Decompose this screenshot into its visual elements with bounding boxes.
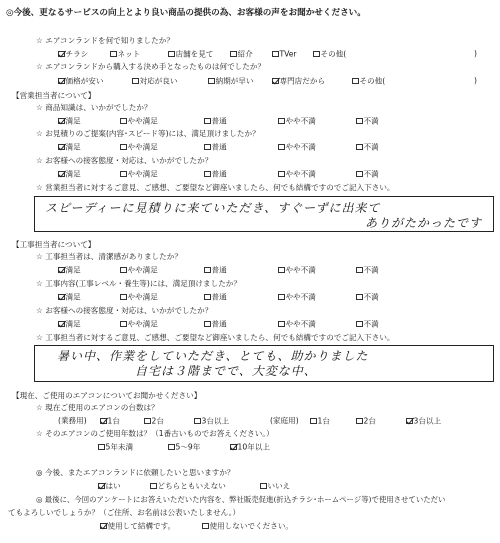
checkbox-icon[interactable]	[150, 483, 157, 490]
rating-option[interactable]: 満足	[58, 170, 81, 178]
q-decision-label: ☆ エアコンランドから購入する決め手となったものは何でしたか？	[36, 62, 266, 71]
option-future-neutral[interactable]: どちらともいえない	[150, 482, 226, 490]
checkbox-icon[interactable]	[313, 51, 320, 58]
checkbox-icon[interactable]	[58, 321, 65, 328]
option-consent-yes[interactable]: 使用して結構です。	[100, 522, 175, 530]
checkbox-icon[interactable]	[356, 144, 363, 151]
works-q3-label: ☆ お客様への接客態度・対応は、いかがでしたか？	[36, 306, 213, 315]
checkbox-icon[interactable]	[272, 51, 279, 58]
checkbox-icon[interactable]	[120, 171, 127, 178]
checkbox-icon[interactable]	[278, 118, 285, 125]
rating-option[interactable]: やや満足	[120, 320, 158, 328]
rating-option[interactable]: やや不満	[278, 266, 316, 274]
rating-option[interactable]: 普通	[204, 117, 227, 125]
checkbox-icon[interactable]	[310, 418, 317, 425]
option-decision-close: )	[474, 76, 477, 85]
sales-comment-box[interactable]	[34, 196, 494, 232]
option-home-3[interactable]: 3台以上	[406, 417, 441, 425]
checkbox-icon[interactable]	[168, 51, 175, 58]
sales-q2-label: ☆ お見積りのご提案(内容･スピード等)には、満足頂けましたか？	[36, 129, 260, 138]
checkbox-icon[interactable]	[278, 267, 285, 274]
option-home-1[interactable]: 1台	[310, 417, 330, 425]
checkbox-icon[interactable]	[352, 78, 359, 85]
aircon-section-title: 【現在、ご使用のエアコンについてお聞かせください】	[12, 391, 202, 400]
rating-option[interactable]: やや不満	[278, 170, 316, 178]
rating-option[interactable]: 満足	[58, 266, 81, 274]
home-label: (家庭用)	[270, 416, 299, 425]
checkbox-icon[interactable]	[204, 321, 211, 328]
option-store[interactable]: 店舗を見て	[168, 50, 213, 58]
checkbox-icon[interactable]	[278, 171, 285, 178]
checkbox-icon[interactable]	[100, 418, 107, 425]
checkbox-icon[interactable]	[230, 51, 237, 58]
rating-option[interactable]: 満足	[58, 117, 81, 125]
option-business-2[interactable]: 2台	[144, 417, 164, 425]
rating-option[interactable]: 不満	[356, 170, 379, 178]
rating-option[interactable]: 普通	[204, 143, 227, 151]
checkbox-icon[interactable]	[58, 78, 65, 85]
rating-option[interactable]: やや満足	[120, 266, 158, 274]
checkbox-icon[interactable]	[58, 118, 65, 125]
rating-option[interactable]: 普通	[204, 320, 227, 328]
option-tver[interactable]: TVer	[272, 50, 297, 58]
checkbox-icon[interactable]	[204, 267, 211, 274]
option-other[interactable]: その他(	[313, 50, 346, 58]
checkbox-icon[interactable]	[144, 418, 151, 425]
rating-option[interactable]: 満足	[58, 143, 81, 151]
checkbox-icon[interactable]	[110, 51, 117, 58]
checkbox-icon[interactable]	[356, 267, 363, 274]
sales-comment-line2: ありがたかったです	[365, 216, 483, 230]
works-comment-line1: 暑い中、作業をしていただき、とても、助かりました	[57, 349, 369, 363]
rating-option[interactable]: やや不満	[278, 293, 316, 301]
checkbox-icon[interactable]	[58, 171, 65, 178]
checkbox-icon[interactable]	[100, 523, 107, 530]
option-decision-other[interactable]: その他(	[352, 77, 385, 85]
works-q1-label: ☆ 工事担当者は、清潔感がありましたか？	[36, 252, 182, 261]
sales-section-title: 【営業担当者について】	[12, 91, 96, 100]
checkbox-icon[interactable]	[356, 294, 363, 301]
option-price[interactable]: 価格が安い	[58, 77, 103, 85]
option-home-2[interactable]: 2台	[356, 417, 376, 425]
checkbox-icon[interactable]	[356, 418, 363, 425]
checkbox-icon[interactable]	[356, 118, 363, 125]
checkbox-icon[interactable]	[230, 444, 237, 451]
option-future-yes[interactable]: はい	[98, 482, 121, 490]
checkbox-icon[interactable]	[204, 171, 211, 178]
option-internet[interactable]: ネット	[110, 50, 140, 58]
checkbox-icon[interactable]	[202, 523, 209, 530]
checkbox-icon[interactable]	[98, 483, 105, 490]
rating-option[interactable]: やや満足	[120, 117, 158, 125]
rating-option[interactable]: 不満	[356, 293, 379, 301]
checkbox-icon[interactable]	[356, 321, 363, 328]
checkbox-icon[interactable]	[58, 51, 65, 58]
option-delivery[interactable]: 納期が早い	[208, 77, 253, 85]
checkbox-icon[interactable]	[58, 294, 65, 301]
option-service[interactable]: 対応が良い	[132, 77, 177, 85]
future-label: ◎ 今後、またエアコンランドに依頼したいと思いますか？	[36, 468, 235, 477]
aircon-count-label: ☆ 現在ご使用のエアコンの台数は？	[36, 403, 159, 412]
consent-line1: ◎ 最後に、今回のアンケートにお答えいただいた内容を、弊社販売促進(折込チラシ･ホームページ等)で使用させていただい	[36, 495, 446, 504]
business-label: (業務用)	[58, 416, 87, 425]
option-years-lt5[interactable]: 5年未満	[98, 443, 133, 451]
checkbox-icon[interactable]	[204, 144, 211, 151]
checkbox-icon[interactable]	[356, 171, 363, 178]
consent-line2: てもよろしいでしょうか？（ご住所、お名前は公表いたしません。）	[8, 508, 241, 517]
option-future-no[interactable]: いいえ	[260, 482, 290, 490]
checkbox-icon[interactable]	[406, 418, 413, 425]
option-other-close: )	[474, 49, 477, 58]
works-comment-line2: 自宅は３階までで、大変な中、	[135, 364, 317, 378]
checkbox-icon[interactable]	[204, 118, 211, 125]
checkbox-icon[interactable]	[278, 321, 285, 328]
sales-comment-line1: スピーディーに見積りに来ていただき、すぐーずに出来て	[45, 201, 381, 215]
sales-comment-label: ☆ 営業担当者に対するご意見、ご感想、ご要望など御座いましたら、何でも結構ですのでご記入下さい。	[36, 183, 395, 192]
checkbox-icon[interactable]	[194, 418, 201, 425]
option-years-5to9[interactable]: 5～9年	[168, 443, 200, 451]
works-q2-label: ☆ 工事内容(工事レベル・養生等)には、満足頂けましたか？	[36, 279, 241, 288]
option-consent-no[interactable]: 使用しないでください。	[202, 522, 293, 530]
rating-option[interactable]: 普通	[204, 293, 227, 301]
option-leaflet[interactable]: チラシ	[58, 50, 88, 58]
rating-option[interactable]: 満足	[58, 320, 81, 328]
option-business-3[interactable]: 3台以上	[194, 417, 229, 425]
rating-option[interactable]: やや満足	[120, 143, 158, 151]
works-comment-label: ☆ 工事担当者に対するご意見、ご感想、ご要望など御座いましたら、何でも結構ですのでご記入下さい。	[36, 333, 395, 342]
option-referral[interactable]: 紹介	[230, 50, 253, 58]
sales-q1-label: ☆ 商品知識は、いかがでしたか？	[36, 103, 152, 112]
checkbox-icon[interactable]	[204, 294, 211, 301]
checkbox-icon[interactable]	[278, 294, 285, 301]
checkbox-icon[interactable]	[58, 144, 65, 151]
q-source-label: ☆ エアコンランドを何で知りましたか？	[36, 36, 174, 45]
checkbox-icon[interactable]	[98, 444, 105, 451]
rating-option[interactable]: 普通	[204, 266, 227, 274]
works-comment-box[interactable]	[34, 345, 494, 382]
form-header: ◎今後、更なるサービスの向上とより良い商品の提供の為、お客様の声をお聞かせください。	[6, 8, 366, 18]
checkbox-icon[interactable]	[168, 444, 175, 451]
option-specialist[interactable]: 専門店だから	[272, 77, 325, 85]
works-section-title: 【工事担当者について】	[12, 240, 96, 249]
checkbox-icon[interactable]	[58, 267, 65, 274]
rating-option[interactable]: 満足	[58, 293, 81, 301]
aircon-years-label: ☆ そのエアコンのご使用年数は？（1番古いものでお答えください。）	[36, 429, 274, 438]
rating-option[interactable]: やや不満	[278, 143, 316, 151]
checkbox-icon[interactable]	[120, 144, 127, 151]
rating-option[interactable]: やや満足	[120, 293, 158, 301]
option-years-10plus[interactable]: 10年以上	[230, 443, 270, 451]
checkbox-icon[interactable]	[272, 78, 279, 85]
rating-option[interactable]: 不満	[356, 266, 379, 274]
checkbox-icon[interactable]	[278, 144, 285, 151]
checkbox-icon[interactable]	[260, 483, 267, 490]
rating-option[interactable]: やや満足	[120, 170, 158, 178]
checkbox-icon[interactable]	[120, 294, 127, 301]
checkbox-icon[interactable]	[120, 267, 127, 274]
checkbox-icon[interactable]	[120, 321, 127, 328]
checkbox-icon[interactable]	[132, 78, 139, 85]
sales-q3-label: ☆ お客様への接客態度・対応は、いかがでしたか？	[36, 156, 213, 165]
checkbox-icon[interactable]	[120, 118, 127, 125]
rating-option[interactable]: 不満	[356, 143, 379, 151]
rating-option[interactable]: 不満	[356, 320, 379, 328]
rating-option[interactable]: 普通	[204, 170, 227, 178]
option-business-1[interactable]: 1台	[100, 417, 120, 425]
checkbox-icon[interactable]	[208, 78, 215, 85]
rating-option[interactable]: やや不満	[278, 320, 316, 328]
rating-option[interactable]: 不満	[356, 117, 379, 125]
rating-option[interactable]: やや不満	[278, 117, 316, 125]
